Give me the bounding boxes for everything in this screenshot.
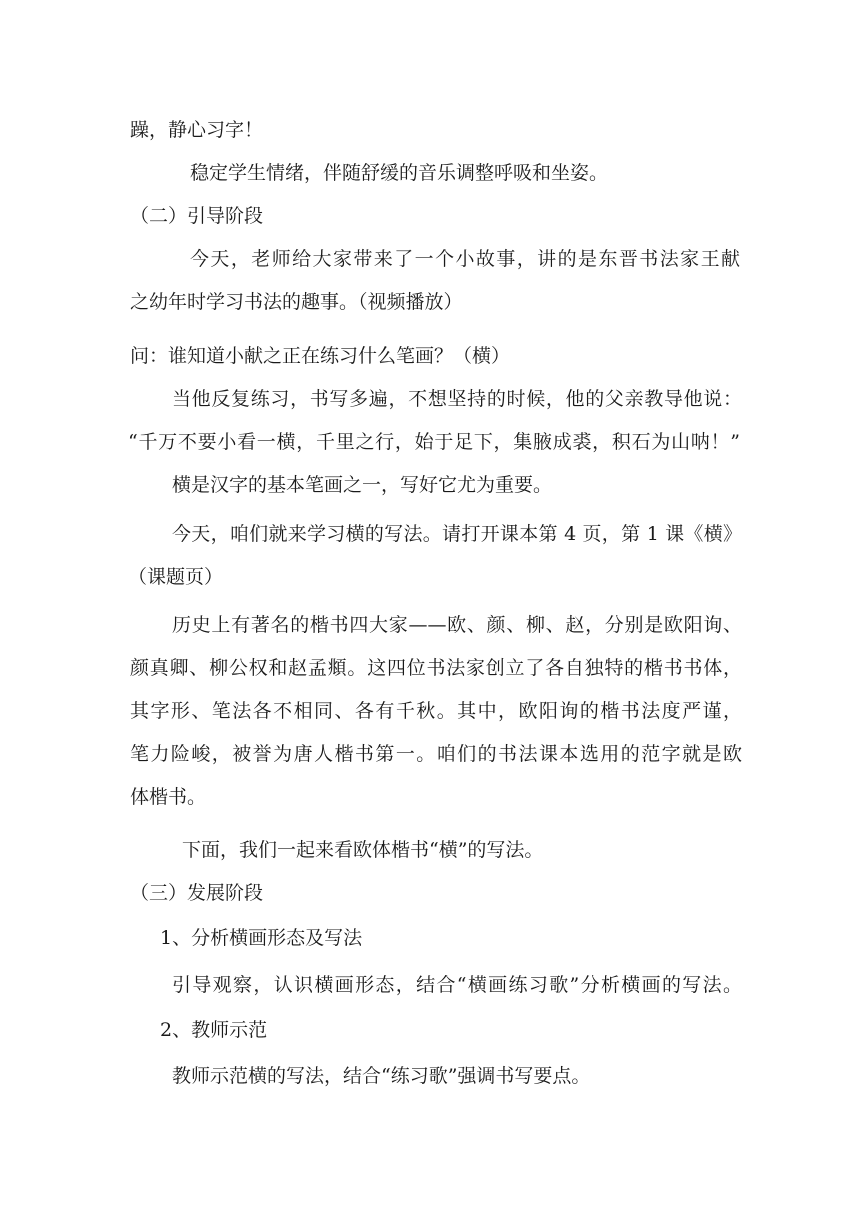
- paragraph-four-masters-5: 体楷书。: [130, 786, 207, 808]
- paragraph-father-teaching: 当他反复练习，书写多遍，不想坚持的时候，他的父亲教导他说：: [172, 388, 742, 410]
- paragraph-guide-observation: 引导观察，认识横画形态，结合“横画练习歌”分析横画的写法。: [172, 974, 742, 996]
- list-item-analyze-stroke: 1、分析横画形态及写法: [160, 927, 363, 949]
- paragraph-title-page: （课题页）: [128, 566, 224, 588]
- paragraph-four-masters-3: 其字形、笔法各不相同、各有千秋。其中，欧阳询的楷书法度严谨，: [130, 700, 742, 722]
- paragraph-four-masters: 历史上有著名的楷书四大家——欧、颜、柳、赵，分别是欧阳询、: [172, 614, 742, 636]
- section-heading-development-stage: （三）发展阶段: [130, 882, 264, 904]
- paragraph-teacher-demo: 教师示范横的写法，结合“练习歌”强调书写要点。: [172, 1065, 591, 1087]
- paragraph-calm-students: 稳定学生情绪，伴随舒缓的音乐调整呼吸和坐姿。: [190, 162, 609, 184]
- paragraph-stroke-importance: 横是汉字的基本笔画之一，写好它尤为重要。: [172, 474, 553, 496]
- question-line: 问：谁知道小献之正在练习什么笔画？（横）: [130, 345, 511, 367]
- paragraph-four-masters-2: 颜真卿、柳公权和赵孟頫。这四位书法家创立了各自独特的楷书书体，: [130, 657, 742, 679]
- paragraph-continuation: 躁，静心习字！: [130, 119, 264, 141]
- section-heading-guide-stage: （二）引导阶段: [130, 205, 264, 227]
- paragraph-open-textbook: 今天，咱们就来学习横的写法。请打开课本第 4 页，第 1 课《横》: [172, 523, 742, 545]
- quote-line: “千万不要小看一横，千里之行，始于足下，集腋成裘，积石为山呐！”: [128, 431, 740, 453]
- paragraph-story-intro-cont: 之幼年时学习书法的趣事。（视频播放）: [130, 291, 463, 313]
- paragraph-look-at-stroke: 下面，我们一起来看欧体楷书“横”的写法。: [182, 839, 544, 861]
- paragraph-story-intro: 今天，老师给大家带来了一个小故事，讲的是东晋书法家王献: [190, 248, 740, 270]
- paragraph-four-masters-4: 笔力险峻，被誉为唐人楷书第一。咱们的书法课本选用的范字就是欧: [130, 743, 742, 765]
- list-item-teacher-demo: 2、教师示范: [160, 1019, 268, 1041]
